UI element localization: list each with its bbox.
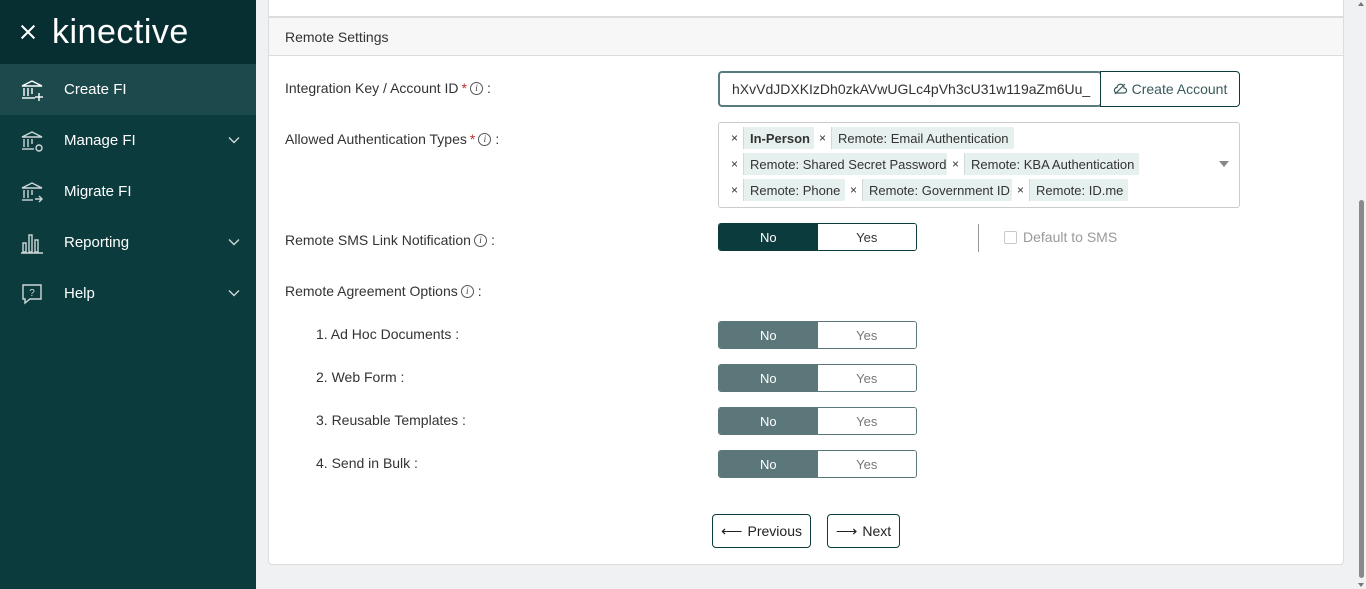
scroll-up-icon[interactable] — [1358, 2, 1364, 6]
auth-types-label-text: Allowed Authentication Types — [285, 131, 467, 147]
auth-tag-label: In-Person — [750, 130, 810, 146]
agreement-option-label: 3. Reusable Templates : — [316, 412, 466, 428]
sidebar-item-label: Manage FI — [64, 132, 136, 149]
auth-tag — [814, 127, 1014, 149]
sms-toggle — [718, 223, 917, 251]
sms-notification-label: Remote SMS Link Notification i : — [285, 232, 495, 248]
auth-tag — [1012, 179, 1128, 201]
bank-gear-icon — [20, 129, 44, 153]
previous-label: Previous — [747, 523, 802, 539]
chevron-down-icon — [228, 287, 240, 299]
info-icon[interactable]: i — [478, 133, 491, 146]
default-to-sms-label: Default to SMS — [1023, 229, 1118, 245]
auth-types-label: Allowed Authentication Types * i : — [285, 131, 500, 147]
svg-text:?: ? — [29, 287, 35, 299]
auth-types-multiselect[interactable] — [718, 122, 1240, 208]
info-icon[interactable]: i — [474, 234, 487, 247]
scroll-thumb[interactable] — [1359, 200, 1364, 578]
auth-tag-label: Remote: Shared Secret Password — [750, 156, 947, 172]
page-scrollbar[interactable] — [1356, 0, 1366, 589]
auth-tag-label: Remote: Government ID — [869, 182, 1010, 198]
remove-tag-icon[interactable]: × — [726, 179, 744, 201]
next-button[interactable] — [827, 514, 900, 548]
integration-key-label: Integration Key / Account ID * i : — [285, 80, 491, 96]
sidebar-item-reporting[interactable] — [0, 217, 256, 268]
ad-hoc-toggle — [718, 321, 917, 349]
agreement-option-label: 4. Send in Bulk : — [316, 455, 418, 471]
scroll-down-icon[interactable] — [1358, 583, 1364, 587]
close-icon[interactable] — [18, 22, 38, 42]
info-icon[interactable]: i — [470, 82, 483, 95]
default-to-sms-checkbox[interactable] — [1004, 229, 1117, 245]
auth-tag — [726, 153, 952, 175]
auth-tag-label: Remote: KBA Authentication — [971, 156, 1135, 172]
sidebar-item-label: Migrate FI — [64, 183, 132, 200]
yes-option[interactable]: Yes — [818, 451, 917, 477]
yes-option[interactable]: Yes — [818, 365, 917, 391]
no-option[interactable]: No — [719, 451, 818, 477]
previous-card-bottom — [268, 0, 1344, 17]
required-asterisk: * — [461, 80, 467, 96]
sidebar-item-help[interactable] — [0, 268, 256, 319]
remote-settings-card — [268, 17, 1344, 565]
agreement-option-label: 1. Ad Hoc Documents : — [316, 326, 460, 342]
chevron-down-icon — [228, 236, 240, 248]
remove-tag-icon[interactable]: × — [814, 127, 832, 149]
auth-tag — [845, 179, 1015, 201]
sms-no-option[interactable]: No — [719, 224, 818, 250]
auth-tag — [947, 153, 1139, 175]
web-form-toggle — [718, 364, 917, 392]
next-label: Next — [862, 523, 892, 539]
agreement-option-label: 2. Web Form : — [316, 369, 405, 385]
no-option[interactable]: No — [719, 322, 818, 348]
previous-button[interactable] — [712, 514, 811, 548]
yes-option[interactable]: Yes — [818, 322, 917, 348]
create-account-label: Create Account — [1131, 81, 1228, 97]
sidebar — [0, 0, 256, 589]
remove-tag-icon[interactable]: × — [1012, 179, 1030, 201]
sms-label-text: Remote SMS Link Notification — [285, 232, 471, 248]
sidebar-item-manage-fi[interactable] — [0, 115, 256, 166]
logo: kinective — [52, 12, 189, 51]
arrow-right-icon: ⟶ — [835, 523, 858, 540]
agreement-label-text: Remote Agreement Options — [285, 283, 458, 299]
checkbox-box[interactable] — [1004, 231, 1017, 244]
chevron-down-icon — [228, 134, 240, 146]
no-option[interactable]: No — [719, 408, 818, 434]
auth-tag — [726, 127, 815, 149]
divider — [978, 224, 979, 252]
question-bubble-icon — [20, 282, 44, 306]
auth-tag-label: Remote: Email Authentication — [838, 130, 1009, 146]
remove-tag-icon[interactable]: × — [726, 127, 744, 149]
auth-tag — [726, 179, 845, 201]
sms-yes-option[interactable]: Yes — [818, 224, 917, 250]
dropdown-caret-icon[interactable] — [1219, 161, 1229, 167]
send-in-bulk-toggle — [718, 450, 917, 478]
card-title: Remote Settings — [269, 18, 1343, 56]
remove-tag-icon[interactable]: × — [845, 179, 863, 201]
remove-tag-icon[interactable]: × — [726, 153, 744, 175]
no-option[interactable]: No — [719, 365, 818, 391]
bar-chart-icon — [20, 231, 44, 255]
required-asterisk: * — [469, 131, 476, 147]
remove-tag-icon[interactable]: × — [947, 153, 965, 175]
auth-tag-label: Remote: Phone — [750, 182, 841, 198]
sidebar-item-migrate-fi[interactable] — [0, 166, 256, 217]
sidebar-item-label: Create FI — [64, 81, 127, 98]
sidebar-header — [0, 0, 256, 64]
bank-arrow-icon — [20, 180, 44, 204]
reusable-templates-toggle — [718, 407, 917, 435]
info-icon[interactable]: i — [461, 285, 474, 298]
sidebar-item-label: Reporting — [64, 234, 130, 251]
arrow-left-icon: ⟵ — [721, 523, 743, 540]
integration-key-input[interactable]: hXvVdJDXKIzDh0zkAVwUGLc4pVh3cU31w119aZm6Uu_ — [718, 71, 1102, 107]
agreement-options-label: Remote Agreement Options i : — [285, 283, 482, 299]
bank-plus-icon — [20, 78, 44, 102]
sidebar-item-label: Help — [64, 285, 95, 302]
auth-tag-label: Remote: ID.me — [1036, 182, 1124, 198]
sidebar-item-create-fi[interactable] — [0, 64, 256, 115]
create-account-button[interactable] — [1100, 71, 1240, 107]
integration-key-label-text: Integration Key / Account ID — [285, 80, 459, 96]
cloud-icon — [1113, 83, 1127, 95]
yes-option[interactable]: Yes — [818, 408, 917, 434]
